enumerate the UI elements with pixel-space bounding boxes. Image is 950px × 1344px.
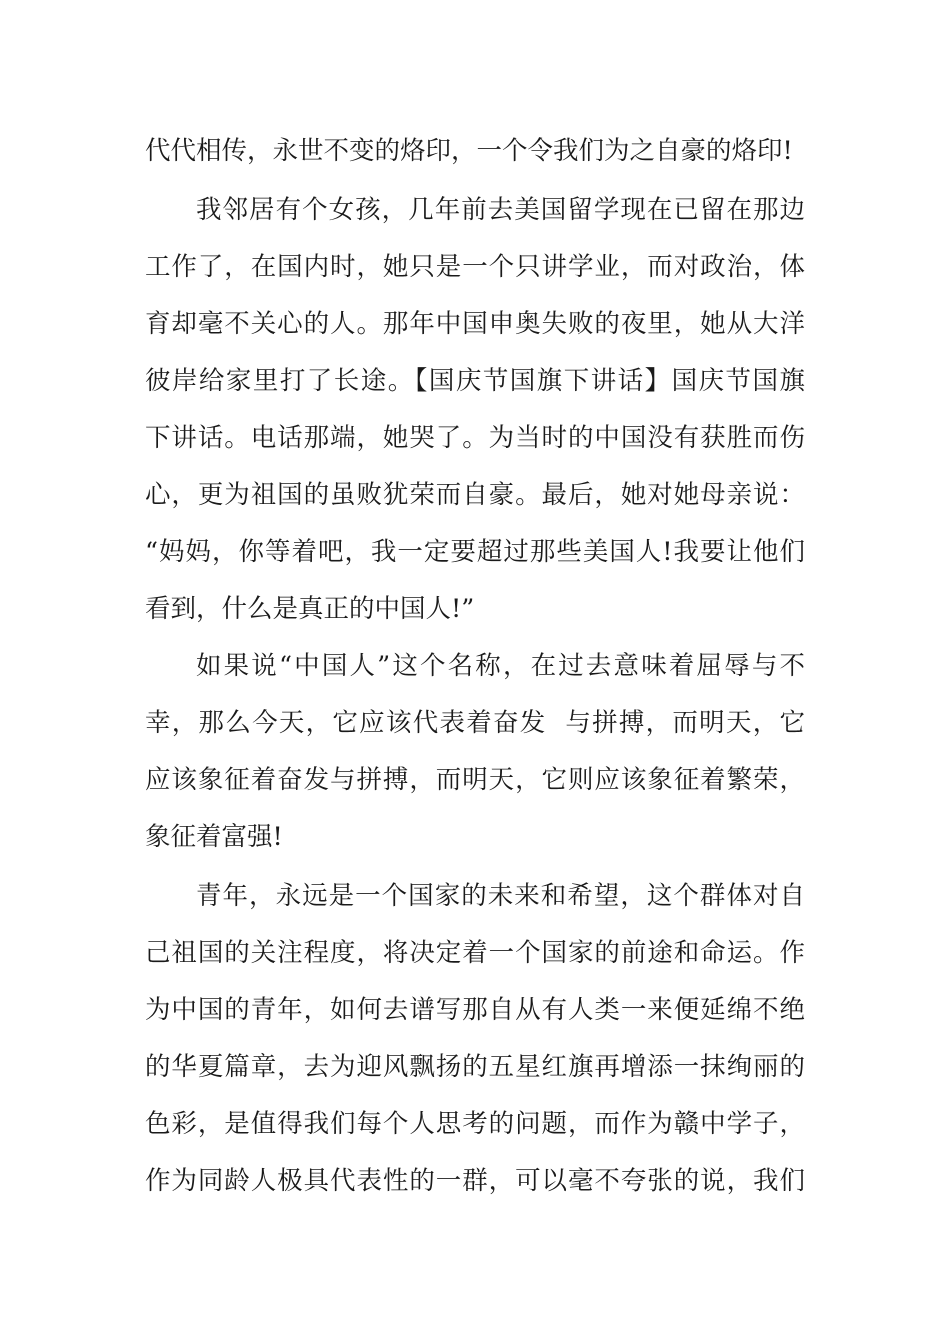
paragraph-4-line-3: 为中国的青年，如何去谱写那自从有人类一来便延绵不绝 — [145, 995, 805, 1025]
paragraph-4-line-4: 的华夏篇章，去为迎风飘扬的五星红旗再增添一抹绚丽的 — [145, 1052, 805, 1082]
paragraph-4-line-5: 色彩，是值得我们每个人思考的问题，而作为赣中学子， — [145, 1109, 805, 1139]
paragraph-3-line-1: 如果说“中国人”这个名称，在过去意味着屈辱与不 — [196, 651, 805, 681]
paragraph-3-line-2: 幸，那么今天，它应该代表着奋发 与拼搏，而明天，它 — [145, 708, 805, 738]
paragraph-2-line-5: 下讲话。电话那端，她哭了。为当时的中国没有获胜而伤 — [145, 423, 805, 453]
paragraph-2-line-4: 彼岸给家里打了长途。【国庆节国旗下讲话】国庆节国旗 — [145, 366, 805, 396]
paragraph-2-line-8: 看到，什么是真正的中国人!” — [145, 594, 475, 624]
paragraph-2-line-3: 育却毫不关心的人。那年中国申奥失败的夜里，她从大洋 — [145, 309, 805, 339]
paragraph-4-line-6: 作为同龄人极具代表性的一群，可以毫不夸张的说，我们 — [145, 1166, 805, 1196]
paragraph-4-line-1: 青年，永远是一个国家的未来和希望，这个群体对自 — [196, 881, 805, 911]
paragraph-4-line-2: 己祖国的关注程度，将决定着一个国家的前途和命运。作 — [145, 938, 805, 968]
paragraph-2-line-7: “妈妈，你等着吧，我一定要超过那些美国人!我要让他们 — [145, 537, 805, 567]
paragraph-2-line-1: 我邻居有个女孩，几年前去美国留学现在已留在那边 — [196, 195, 805, 225]
paragraph-2-line-6: 心，更为祖国的虽败犹荣而自豪。最后，她对她母亲说： — [145, 480, 805, 510]
paragraph-3-line-4: 象征着富强! — [145, 822, 283, 852]
paragraph-3-line-3: 应该象征着奋发与拼搏，而明天，它则应该象征着繁荣， — [145, 765, 805, 795]
text-line-1: 代代相传，永世不变的烙印，一个令我们为之自豪的烙印! — [145, 136, 793, 166]
paragraph-2-line-2: 工作了，在国内时，她只是一个只讲学业，而对政治，体 — [145, 252, 805, 282]
